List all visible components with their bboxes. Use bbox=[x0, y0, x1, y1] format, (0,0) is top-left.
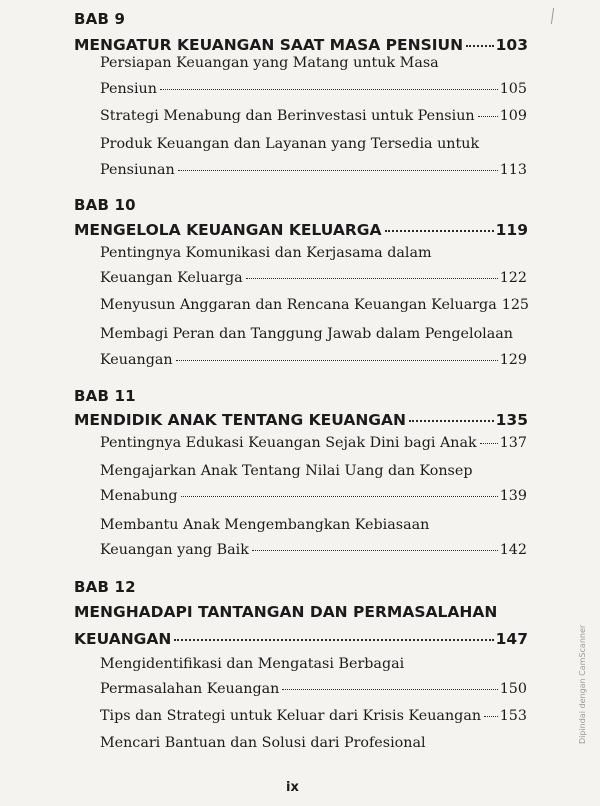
section-title: Menyusun Anggaran dan Rencana Keuangan Keluarga bbox=[100, 297, 497, 313]
page-number: 137 bbox=[499, 435, 527, 451]
section-title: Strategi Menabung dan Berinvestasi untuk Pensiun bbox=[100, 108, 475, 124]
section-title: Pensiun bbox=[100, 81, 157, 97]
footer-page-number: ix bbox=[286, 780, 299, 795]
dot-leader bbox=[480, 443, 498, 444]
dot-leader bbox=[484, 716, 498, 717]
dot-leader bbox=[178, 170, 498, 171]
page-number: 150 bbox=[499, 681, 527, 697]
page-number: 103 bbox=[495, 36, 528, 54]
chapter-title-row[interactable] bbox=[74, 411, 528, 429]
section-title-line: Produk Keuangan dan Layanan yang Tersedia untuk bbox=[100, 136, 480, 152]
toc-entry[interactable] bbox=[100, 297, 530, 313]
chapter-label: BAB 12 bbox=[74, 578, 136, 596]
section-title[interactable]: Mencari Bantuan dan Solusi dari Profesional bbox=[100, 735, 426, 751]
dot-leader bbox=[409, 420, 494, 422]
section-title: Pentingnya Edukasi Keuangan Sejak Dini bagi Anak bbox=[100, 435, 477, 451]
page-number: 153 bbox=[499, 708, 527, 724]
dot-leader bbox=[385, 230, 494, 232]
chapter-title: MENGATUR KEUANGAN SAAT MASA PENSIUN bbox=[74, 36, 464, 54]
page-number: 142 bbox=[499, 542, 527, 558]
section-title-line: Membantu Anak Mengembangkan Kebiasaan bbox=[100, 517, 430, 533]
chapter-title-row[interactable] bbox=[74, 36, 528, 54]
toc-entry[interactable] bbox=[100, 352, 527, 368]
toc-entry[interactable] bbox=[100, 270, 527, 286]
dot-leader bbox=[246, 278, 498, 279]
page-number: 119 bbox=[495, 221, 528, 239]
section-title-line: Pentingnya Komunikasi dan Kerjasama dalam bbox=[100, 245, 432, 261]
toc-entry[interactable] bbox=[100, 708, 527, 724]
section-title: Keuangan bbox=[100, 352, 173, 368]
section-title: Keuangan yang Baik bbox=[100, 542, 249, 558]
page-number: 147 bbox=[495, 630, 528, 648]
dot-leader bbox=[176, 360, 498, 361]
page-number: 105 bbox=[499, 81, 527, 97]
page-number: 139 bbox=[499, 488, 527, 504]
page-number: 122 bbox=[499, 270, 527, 286]
chapter-title-line: MENGHADAPI TANTANGAN DAN PERMASALAHAN bbox=[74, 603, 498, 621]
chapter-label: BAB 11 bbox=[74, 387, 136, 405]
toc-entry[interactable] bbox=[100, 681, 527, 697]
toc-entry[interactable] bbox=[100, 108, 527, 124]
section-title-line: Mengidentifikasi dan Mengatasi Berbagai bbox=[100, 656, 405, 672]
scan-mark bbox=[551, 8, 554, 24]
dot-leader bbox=[181, 496, 498, 497]
toc-entry[interactable] bbox=[100, 542, 527, 558]
toc-entry[interactable] bbox=[100, 162, 527, 178]
section-title: Menabung bbox=[100, 488, 178, 504]
dot-leader bbox=[160, 89, 498, 90]
toc-entry[interactable] bbox=[100, 488, 527, 504]
toc-entry[interactable] bbox=[100, 435, 527, 451]
chapter-title-row[interactable] bbox=[74, 221, 528, 239]
page-number: 113 bbox=[499, 162, 527, 178]
page-number: 109 bbox=[499, 108, 527, 124]
section-title-line: Persiapan Keuangan yang Matang untuk Masa bbox=[100, 55, 439, 71]
page-number: 129 bbox=[499, 352, 527, 368]
chapter-title: MENGELOLA KEUANGAN KELUARGA bbox=[74, 221, 382, 239]
chapter-title: MENDIDIK ANAK TENTANG KEUANGAN bbox=[74, 411, 406, 429]
dot-leader bbox=[174, 639, 493, 641]
section-title: Pensiunan bbox=[100, 162, 175, 178]
chapter-title: KEUANGAN bbox=[74, 630, 172, 648]
section-title-line: Mengajarkan Anak Tentang Nilai Uang dan Konsep bbox=[100, 463, 473, 479]
dot-leader bbox=[466, 45, 494, 47]
section-title: Permasalahan Keuangan bbox=[100, 681, 280, 697]
dot-leader bbox=[282, 689, 497, 690]
dot-leader bbox=[252, 550, 498, 551]
page-number: 135 bbox=[495, 411, 528, 429]
chapter-label: BAB 9 bbox=[74, 10, 126, 28]
section-title: Keuangan Keluarga bbox=[100, 270, 243, 286]
chapter-label: BAB 10 bbox=[74, 196, 136, 214]
toc-entry[interactable] bbox=[100, 81, 527, 97]
section-title: Tips dan Strategi untuk Keluar dari Krisis Keuangan bbox=[100, 708, 482, 724]
section-title-line: Membagi Peran dan Tanggung Jawab dalam Pengelolaan bbox=[100, 326, 514, 342]
scanner-watermark: Dipindai dengan CamScanner bbox=[578, 624, 587, 744]
dot-leader bbox=[478, 116, 498, 117]
page-number: 125 bbox=[501, 297, 530, 313]
chapter-title-row[interactable] bbox=[74, 630, 528, 648]
